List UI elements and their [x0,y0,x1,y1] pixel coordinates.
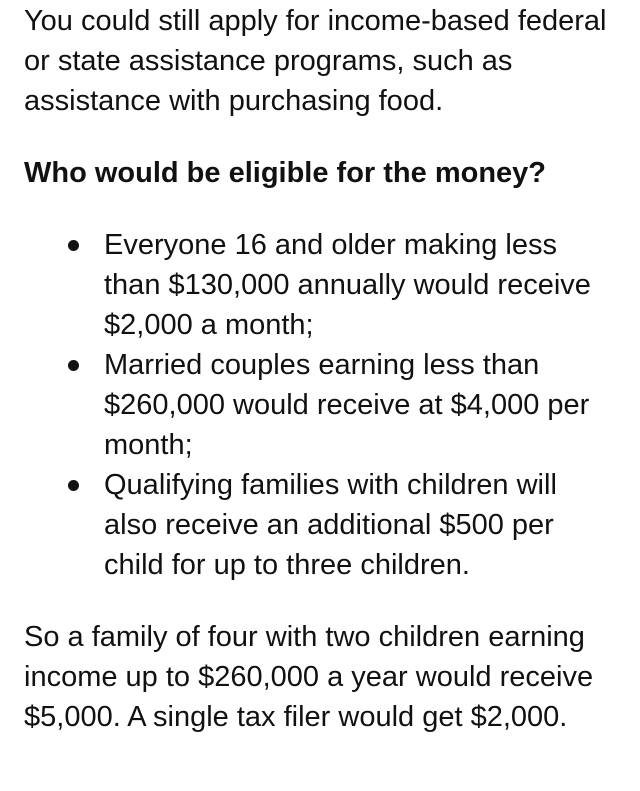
closing-paragraph: So a family of four with two children earning income up to $260,000 a year would receive $5,000. A single tax filer would get $2,000. [24,621,594,733]
list-item-text: Everyone 16 and older making less than $130,000 annually would receive $2,000 a month; [104,229,591,341]
article-body [0,1,640,737]
bullet-icon [68,480,79,491]
section-heading: Who would be eligible for the money? [24,157,546,189]
intro-paragraph: You could still apply for income-based federal or state assistance programs, such as assistance with purchasing food. [24,5,607,117]
list-item-text: Married couples earning less than $260,000 would receive at $4,000 per month; [104,349,590,461]
list-item [104,225,616,345]
eligibility-list [24,225,616,585]
bullet-icon [68,360,79,371]
list-item [104,465,616,585]
bullet-icon [68,240,79,251]
list-item [104,345,616,465]
list-item-text: Qualifying families with children will also receive an additional $500 per child for up to three children. [104,469,557,581]
